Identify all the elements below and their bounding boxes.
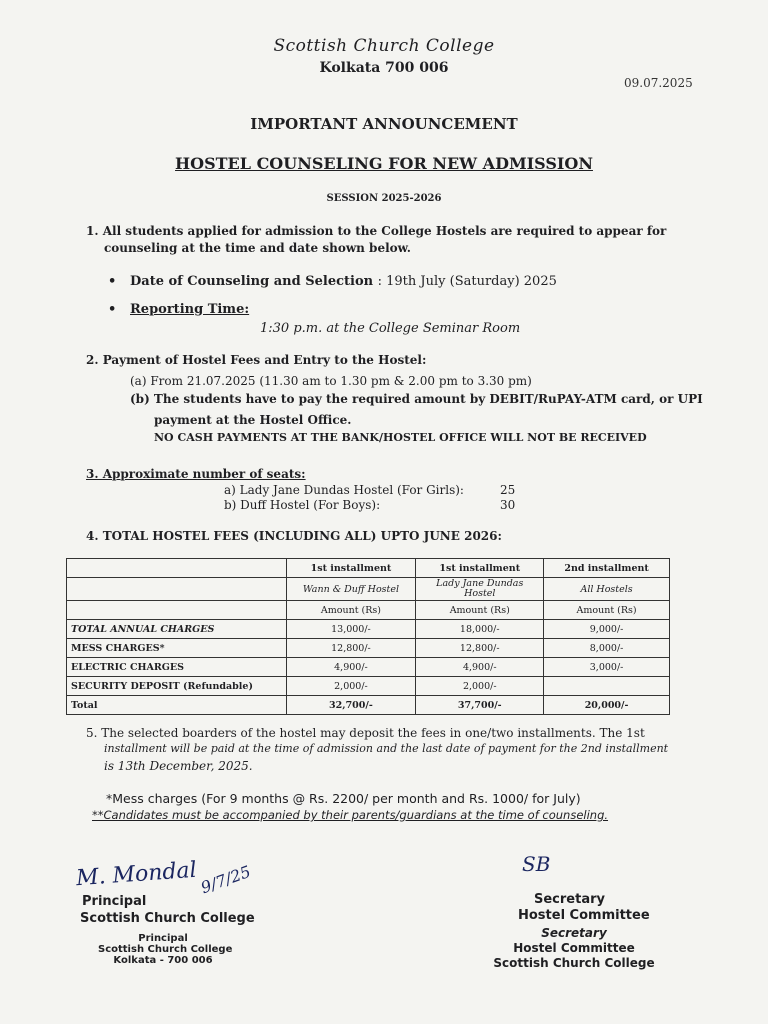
secretary-title: Secretary	[534, 892, 605, 907]
col-head: 1st installment	[416, 559, 544, 578]
table-cell: 8,000/-	[544, 639, 670, 658]
signature-date: 9/7/25	[198, 861, 254, 898]
secretary-initials: SB	[522, 852, 551, 876]
table-cell: 13,000/-	[286, 620, 416, 639]
table-cell: 2,000/-	[286, 677, 416, 696]
table-cell: 12,800/-	[416, 639, 544, 658]
table-cell: 4,900/-	[286, 658, 416, 677]
reporting-time-label: Reporting Time:	[130, 302, 250, 317]
item2-b3: NO CASH PAYMENTS AT THE BANK/HOSTEL OFFICE WILL NOT BE RECEIVED	[154, 431, 647, 444]
stamp-line: Kolkata - 700 006	[113, 955, 213, 966]
announcement-title: IMPORTANT ANNOUNCEMENT	[250, 115, 518, 133]
item2-b1: (b) The students have to pay the required amount by DEBIT/RuPAY-ATM card, or UPI	[130, 392, 703, 406]
row-label: ELECTRIC CHARGES	[67, 658, 287, 677]
col-head: 2nd installment	[544, 559, 670, 578]
table-cell: 32,700/-	[286, 696, 416, 715]
table-cell: 20,000/-	[544, 696, 670, 715]
stamp-line: Scottish Church College	[98, 944, 233, 955]
item5-line1: 5. The selected boarders of the hostel may deposit the fees in one/two installments. The 1st	[86, 726, 645, 740]
table-cell: 18,000/-	[416, 620, 544, 639]
fees-table	[66, 558, 670, 715]
table-cell: 9,000/-	[544, 620, 670, 639]
table-cell	[67, 578, 287, 601]
item5-line3: is 13th December, 2025.	[104, 759, 253, 773]
secretary-org: Hostel Committee	[518, 908, 650, 923]
stamp-line: Scottish Church College	[493, 956, 655, 970]
announcement-subtitle: HOSTEL COUNSELING FOR NEW ADMISSION	[175, 154, 593, 173]
row-label: Total	[67, 696, 287, 715]
table-cell	[67, 601, 287, 620]
item1-line1: 1. All students applied for admission to the College Hostels are required to appear for	[86, 224, 667, 238]
table-row	[67, 696, 670, 715]
table-row	[67, 639, 670, 658]
stamp-line: Secretary	[541, 926, 607, 940]
col-hostel: Wann & Duff Hostel	[286, 578, 416, 601]
col-head: 1st installment	[286, 559, 416, 578]
table-row	[67, 559, 670, 578]
bullet-icon: •	[108, 274, 117, 289]
table-row	[67, 601, 670, 620]
principal-title: Principal	[82, 894, 147, 909]
session-label: SESSION 2025-2026	[326, 193, 442, 204]
item2-b2: payment at the Hostel Office.	[154, 413, 352, 427]
table-cell	[67, 559, 287, 578]
table-cell: 4,900/-	[416, 658, 544, 677]
college-city: Kolkata 700 006	[319, 60, 449, 76]
stamp-line: Principal	[138, 933, 188, 944]
college-name: Scottish Church College	[273, 36, 495, 56]
document-date: 09.07.2025	[624, 76, 693, 90]
table-cell: 37,700/-	[416, 696, 544, 715]
row-label: TOTAL ANNUAL CHARGES	[67, 620, 287, 639]
row-label: SECURITY DEPOSIT (Refundable)	[67, 677, 287, 696]
item1-line2: counseling at the time and date shown below.	[104, 241, 411, 255]
principal-stamp	[98, 933, 233, 966]
note-parents: **Candidates must be accompanied by their parents/guardians at the time of counseling.	[92, 808, 609, 822]
item2-a: (a) From 21.07.2025 (11.30 am to 1.30 pm & 2.00 pm to 3.30 pm)	[130, 374, 532, 388]
principal-org: Scottish Church College	[80, 911, 255, 926]
stamp-line: Hostel Committee	[513, 941, 635, 955]
table-row	[67, 620, 670, 639]
table-row	[67, 578, 670, 601]
col-unit: Amount (Rs)	[416, 601, 544, 620]
seats-row-girls-label: a) Lady Jane Dundas Hostel (For Girls):	[224, 483, 464, 497]
item2-heading: 2. Payment of Hostel Fees and Entry to the Hostel:	[86, 353, 427, 367]
item5-line2: installment will be paid at the time of admission and the last date of payment for the 2nd installment	[104, 742, 669, 755]
seats-row-boys-value: 30	[500, 498, 516, 512]
secretary-stamp	[486, 926, 662, 971]
table-cell: 12,800/-	[286, 639, 416, 658]
counseling-date-label: Date of Counseling and Selection	[130, 274, 374, 289]
item3-heading-text: 3. Approximate number of seats:	[86, 467, 306, 481]
principal-signature: M. Mondal	[75, 857, 198, 892]
row-label: MESS CHARGES*	[67, 639, 287, 658]
table-cell	[544, 677, 670, 696]
col-hostel: Lady Jane Dundas Hostel	[416, 578, 544, 601]
item4-heading: 4. TOTAL HOSTEL FEES (INCLUDING ALL) UPTO JUNE 2026:	[86, 529, 502, 543]
bullet-icon: •	[108, 302, 117, 317]
col-unit: Amount (Rs)	[544, 601, 670, 620]
table-cell: 2,000/-	[416, 677, 544, 696]
counseling-date-value: : 19th July (Saturday) 2025	[377, 274, 557, 289]
table-row	[67, 677, 670, 696]
table-cell: 3,000/-	[544, 658, 670, 677]
item3-heading	[86, 467, 306, 481]
col-hostel: All Hostels	[544, 578, 670, 601]
seats-row-boys-label: b) Duff Hostel (For Boys):	[224, 498, 381, 512]
col-unit: Amount (Rs)	[286, 601, 416, 620]
counseling-date	[130, 274, 557, 289]
table-row	[67, 658, 670, 677]
note-mess: *Mess charges (For 9 months @ Rs. 2200/ per month and Rs. 1000/ for July)	[106, 791, 581, 806]
reporting-time-value: 1:30 p.m. at the College Seminar Room	[260, 321, 521, 336]
seats-row-girls-value: 25	[500, 483, 516, 497]
